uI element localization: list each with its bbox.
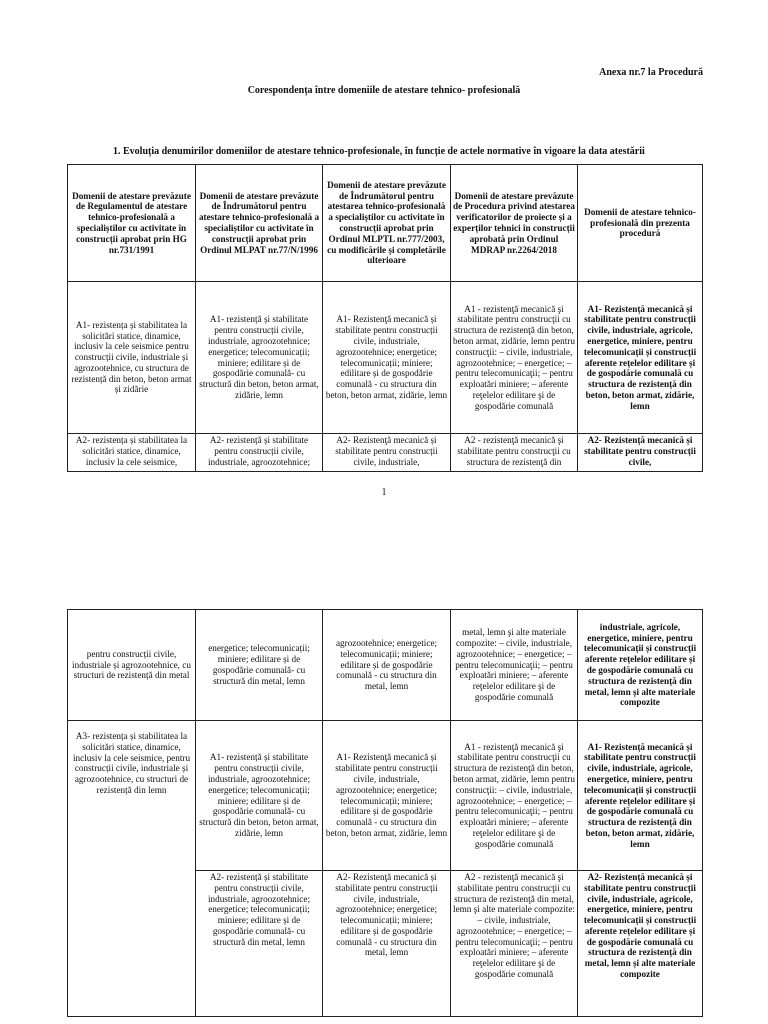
- cell-a2cont-col5: industriale, agricole, energetice, miniere, pentru telecomunicații și construcții aferente rețelelor edilitare și de gospodărie comunală cu structura de rezistență din metal, lemn și alte materiale compozite: [578, 610, 703, 721]
- header-current-procedure: Domenii de atestare tehnico- profesională din prezenta procedură: [578, 165, 703, 282]
- cell-a2cont-col2: energetice; telecomunicații; miniere; edilitare și de gospodărie comunală- cu structură din metal, lemn: [196, 610, 323, 721]
- cell-a3a-col2: A1- rezistență și stabilitate pentru construcții civile, industriale, agroozotehnice; energetice; telecomunicații; miniere; edilitare și de gospodărie comunală- cu structură din beton, beton armat, zidărie, lemn: [196, 721, 323, 871]
- header-mlptl-777-2003: Domenii de atestare prevăzute de Îndrumătorul pentru atestarea tehnico-profesională a specialiștilor cu activitate în construcții aprobat prin Ordinul MLPTL nr.777/2003, cu modificările și completările ulterioare: [323, 165, 451, 282]
- cell-a1-col1: A1- rezistența și stabilitatea la solicitări statice, dinamice, inclusiv la cele seismice pentru construcții civile, industriale și agrozootehnice, cu structura de rezistență din beton, beton armat și zidărie: [68, 282, 196, 434]
- table-row-a3-first: [68, 721, 703, 871]
- annex-label: Anexa nr.7 la Procedură: [599, 67, 703, 78]
- cell-a3b-col2: A2- rezistență și stabilitate pentru construcții civile, industriale, agroozotehnice; energetice; telecomunicații; miniere; edilitare și de gospodărie comunală- cu structură din metal, lemn: [196, 871, 323, 1017]
- document-title: Corespondența între domeniile de atestare tehnico- profesională: [247, 85, 521, 96]
- header-mlpat-77-1996: Domenii de atestare prevăzute de Îndrumătorul pentru atestare tehnico-profesională a specialiștilor cu activitate în construcții aprobat prin Ordinul MLPAT nr.77/N/1996: [196, 165, 323, 282]
- cell-a2-col1: A2- rezistența și stabilitatea la solicitări statice, dinamice, inclusiv la cele seismice,: [68, 434, 196, 472]
- cell-a3a-col3: A1- Rezistenţă mecanică și stabilitate pentru construcții civile, industriale, agrozootehnice; energetice; telecomunicații; miniere; edilitare și de gospodărie comunală - cu structura din beton, beton armat, zidărie, lemn: [323, 721, 451, 871]
- header-mdrap-2264-2018: Domenii de atestare prevăzute de Procedura privind atestarea verificatorilor de proiecte și a experților tehnici în construcții aprobată prin Ordinul MDRAP nr.2264/2018: [451, 165, 578, 282]
- table-header-row: [68, 165, 703, 282]
- cell-a1-col5: A1- Rezistență mecanică și stabilitate pentru construcții civile, industriale, agricole, energetice, miniere, pentru telecomunicații și construcții aferente rețelelor edilitare și de gospodărie comunală cu structura de rezistență din beton, beton armat, zidărie, lemn: [578, 282, 703, 434]
- cell-a3a-col4: A1 - rezistenţă mecanică şi stabilitate pentru construcţii cu structura de rezistenţă din beton, beton armat, zidărie, lemn pentru construcţii: – civile, industriale, agrozootehnice; – energetice; – pentru telecomunicaţii; – pentru exploatări miniere; – aferente reţelelor edilitare şi de gospodărie comunală: [451, 721, 578, 871]
- header-hg-731-1991: Domenii de atestare prevăzute de Regulamentul de atestare tehnico-profesională a specialiștilor cu activitate în construcții aprobat prin HG nr.731/1991: [68, 165, 196, 282]
- cell-a1-col4: A1 - rezistenţă mecanică şi stabilitate pentru construcţii cu structura de rezistenţă din beton, beton armat, zidărie, lemn pentru construcţii: – civile, industriale, agrozootehnice; – energetice; – pentru telecomunicaţii; – pentru exploatări miniere; – aferente reţelelor edilitare şi de gospodărie comunală: [451, 282, 578, 434]
- cell-a1-col3: A1- Rezistenţă mecanică și stabilitate pentru construcții civile, industriale, agrozootehnice; energetice; telecomunicații; miniere; edilitare și de gospodărie comunală - cu structura din beton, beton armat, zidărie, lemn: [323, 282, 451, 434]
- cell-a3-col1: A3- rezistența și stabilitatea la solicitări statice, dinamice, inclusiv la cele seismice, pentru construcții civile, industriale și agrozootehnice, cu structuri de rezistență din lemn: [68, 721, 196, 1017]
- cell-a2-col5: A2- Rezistență mecanică și stabilitate pentru construcții civile,: [578, 434, 703, 472]
- cell-a2-col3: A2- Rezistenţă mecanică și stabilitate pentru construcții civile, industriale,: [323, 434, 451, 472]
- table-row-a1: [68, 282, 703, 434]
- table-row-a2-start: [68, 434, 703, 472]
- page-number: 1: [381, 487, 387, 498]
- correspondence-table-part-1: [67, 164, 703, 472]
- section-heading: 1. Evoluția denumirilor domeniilor de atestare tehnico-profesionale, în funcție de actele normative în vigoare la data atestării: [113, 146, 645, 157]
- cell-a1-col2: A1- rezistență și stabilitate pentru construcții civile, industriale, agroozotehnice; energetice; telecomunicații; miniere; edilitare și de gospodărie comunală- cu structură din beton, beton armat, zidărie, lemn: [196, 282, 323, 434]
- cell-a3b-col5: A2- Rezistență mecanică și stabilitate pentru construcții civile, industriale, agricole, energetice, miniere, pentru telecomunicații și construcții aferente rețelelor edilitare și de gospodărie comunală cu structura de rezistență din metal, lemn și alte materiale compozite: [578, 871, 703, 1017]
- table-row-a2-continued: [68, 610, 703, 721]
- cell-a2-col4: A2 - rezistenţă mecanică şi stabilitate pentru construcţii cu structura de rezistenţă din: [451, 434, 578, 472]
- cell-a2-col2: A2- rezistență și stabilitate pentru construcții civile, industriale, agroozotehnice;: [196, 434, 323, 472]
- cell-a2cont-col1: pentru construcții civile, industriale și agrozootehnice, cu structuri de rezistență din metal: [68, 610, 196, 721]
- cell-a2cont-col4: metal, lemn şi alte materiale compozite: – civile, industriale, agrozootehnice; – energetice; – pentru telecomunicaţii; – pentru exploatări miniere; – aferente reţelelor edilitare şi de gospodărie comunală: [451, 610, 578, 721]
- cell-a2cont-col3: agrozootehnice; energetice; telecomunicații; miniere; edilitare și de gospodărie comunală - cu structura din metal, lemn: [323, 610, 451, 721]
- cell-a3b-col3: A2- Rezistenţă mecanică și stabilitate pentru construcții civile, industriale, agrozootehnice; energetice; telecomunicații; miniere; edilitare și de gospodărie comunală - cu structura din metal, lemn: [323, 871, 451, 1017]
- cell-a3a-col5: A1- Rezistență mecanică și stabilitate pentru construcții civile, industriale, agricole, energetice, miniere, pentru telecomunicații și construcții aferente rețelelor edilitare și de gospodărie comunală cu structura de rezistență din beton, beton armat, zidărie, lemn: [578, 721, 703, 871]
- correspondence-table-part-2: [67, 609, 703, 1017]
- cell-a3b-col4: A2 - rezistenţă mecanică şi stabilitate pentru construcţii cu structura de rezistenţă din metal, lemn şi alte materiale compozite: – civile, industriale, agrozootehnice; – energetice; – pentru telecomunicaţii; – pentru exploatări miniere; – aferente reţelelor edilitare şi de gospodărie comunală: [451, 871, 578, 1017]
